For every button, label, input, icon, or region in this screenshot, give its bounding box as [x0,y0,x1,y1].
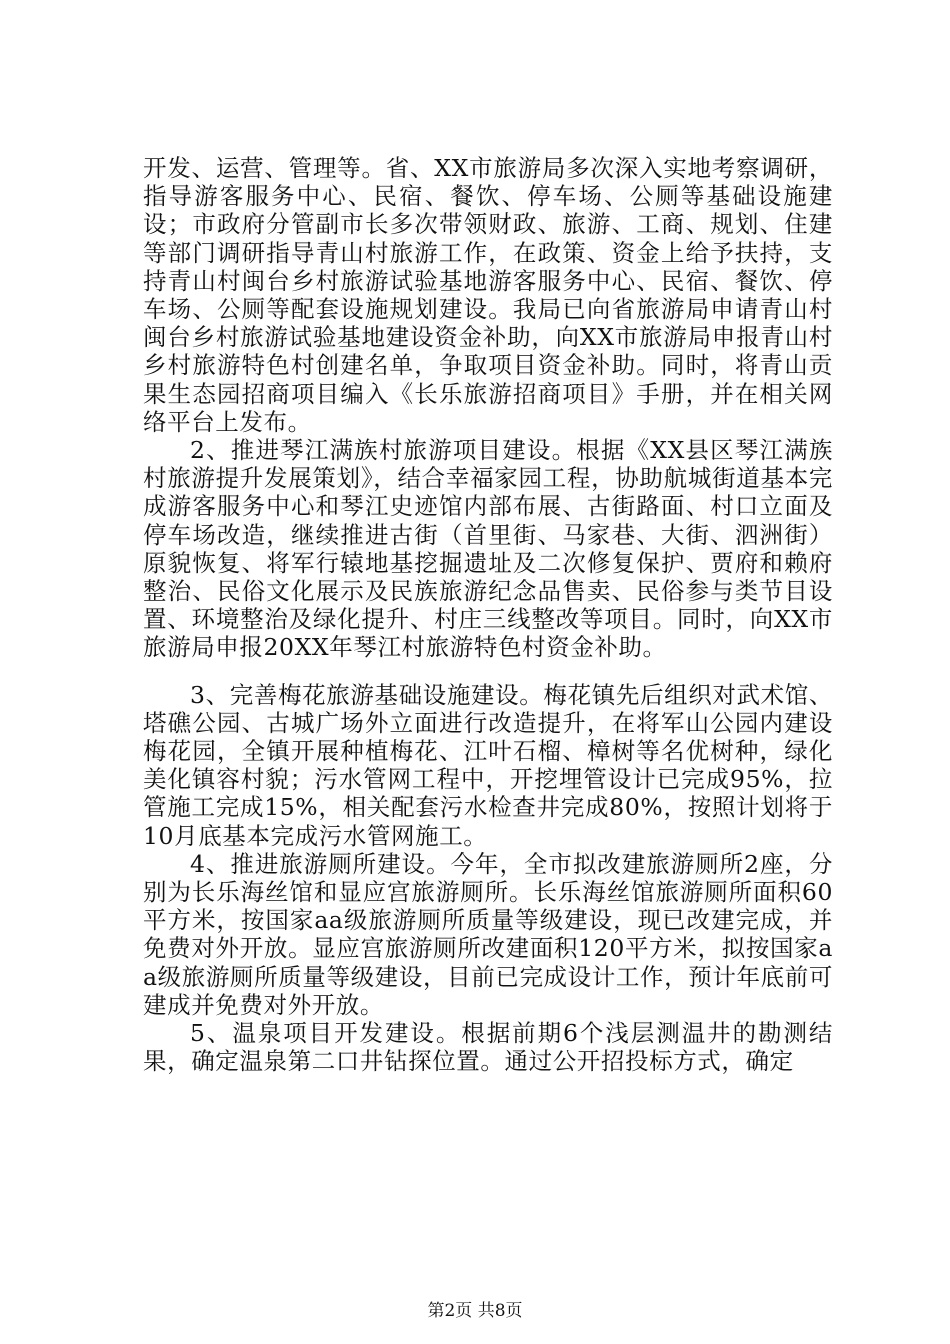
paragraph-4: 4、推进旅游厕所建设。今年，全市拟改建旅游厕所2座，分别为长乐海丝馆和显应宫旅游厕所。长乐海丝馆旅游厕所面积60平方米，按国家aa级旅游厕所质量等级建设，现已改建完成，并免费对外开放。显应宫旅游厕所改建面积120平方米，拟按国家aa级旅游厕所质量等级建设，目前已完成设计工作，预计年底前可建成并免费对外开放。 [143,849,833,1019]
paragraph-5: 5、温泉项目开发建设。根据前期6个浅层测温井的勘测结果，确定温泉第二口井钻探位置。通过公开招投标方式，确定 [143,1019,833,1076]
page-number-footer: 第2页 共8页 [427,1301,523,1321]
paragraph-3: 3、完善梅花旅游基础设施建设。梅花镇先后组织对武术馆、塔礁公园、古城广场外立面进行改造提升，在将军山公园内建设梅花园，全镇开展种植梅花、江叶石榴、樟树等名优树种，绿化美化镇容村貌；污水管网工程中，开挖埋管设计已完成95%，拉管施工完成15%，相关配套污水检查井完成80%，按照计划将于10月底基本完成污水管网施工。 [143,680,833,850]
paragraph-2: 2、推进琴江满族村旅游项目建设。根据《XX县区琴江满族村旅游提升发展策划》，结合幸福家园工程，协助航城街道基本完成游客服务中心和琴江史迹馆内部布展、古街路面、村口立面及停车场改造，继续推进古街（首里街、马家巷、大街、泗洲街）原貌恢复、将军行辕地基挖掘遗址及二次修复保护、贾府和赖府整治、民俗文化展示及民族旅游纪念品售卖、民俗参与类节目设置、环境整治及绿化提升、村庄三线整改等项目。同时，向XX市旅游局申报20XX年琴江村旅游特色村资金补助。 [143,436,833,662]
document-body [143,154,833,1076]
paragraph-1: 开发、运营、管理等。省、XX市旅游局多次深入实地考察调研，指导游客服务中心、民宿、餐饮、停车场、公厕等基础设施建设；市政府分管副市长多次带领财政、旅游、工商、规划、住建等部门调研指导青山村旅游工作，在政策、资金上给予扶持，支持青山村闽台乡村旅游试验基地游客服务中心、民宿、餐饮、停车场、公厕等配套设施规划建设。我局已向省旅游局申请青山村闽台乡村旅游试验基地建设资金补助，向XX市旅游局申报青山村乡村旅游特色村创建名单，争取项目资金补助。同时，将青山贡果生态园招商项目编入《长乐旅游招商项目》手册，并在相关网络平台上发布。 [143,154,833,436]
